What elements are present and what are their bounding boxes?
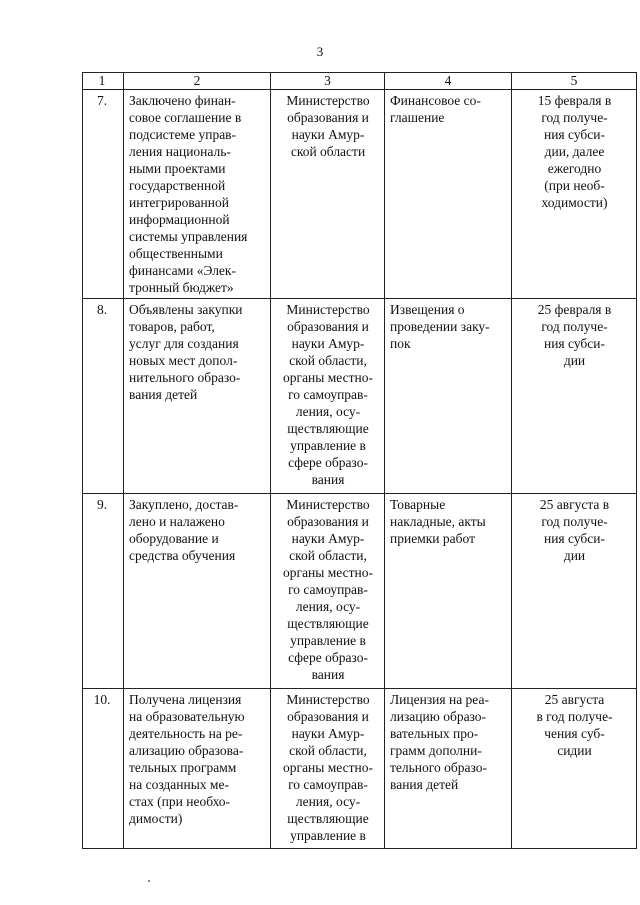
table-row [83, 494, 637, 689]
document-cell: Лицензия на реа- лизацию образо- вательных про- грамм дополни- тельного образо- вания детей [385, 689, 512, 849]
column-header: 4 [385, 73, 512, 90]
document-cell: Товарные накладные, акты приемки работ [385, 494, 512, 689]
event-cell: Заключено финан- совое соглашение в подсистеме управ- ления националь- ными проектами государственной интегрированной информационной системы управления общественными финансами «Элек- тронный бюджет» [124, 90, 271, 299]
responsible-cell: Министерство образования и науки Амур- ской области, органы местно- го самоуправ- ления, осу- ществляющие управление в сфере образо- вания [271, 494, 385, 689]
deadline-cell: 25 февраля в год получе- ния субси- дии [512, 299, 637, 494]
column-header: 1 [83, 73, 124, 90]
document-cell: Извещения о проведении заку- пок [385, 299, 512, 494]
document-cell: Финансовое со- глашение [385, 90, 512, 299]
column-header: 3 [271, 73, 385, 90]
event-cell: Закуплено, достав- лено и налажено оборудование и средства обучения [124, 494, 271, 689]
table-header-row [83, 73, 637, 90]
responsible-cell: Министерство образования и науки Амур- ской области, органы местно- го самоуправ- ления, осу- ществляющие управление в сфере образо- вания [271, 299, 385, 494]
responsible-cell: Министерство образования и науки Амур- ской области [271, 90, 385, 299]
page-number: 3 [316, 44, 324, 59]
table-row [83, 299, 637, 494]
deadline-cell: 15 февраля в год получе- ния субси- дии, далее ежегодно (при необ- ходимости) [512, 90, 637, 299]
event-cell: Объявлены закупки товаров, работ, услуг для создания новых мест допол- нительного образо- вания детей [124, 299, 271, 494]
column-header: 2 [124, 73, 271, 90]
row-number: 10. [83, 689, 124, 849]
row-number: 8. [83, 299, 124, 494]
table-row [83, 689, 637, 849]
event-cell: Получена лицензия на образовательную деятельность на ре- ализацию образова- тельных программ на созданных ме- стах (при необхо- димости) [124, 689, 271, 849]
scan-speck [148, 880, 150, 882]
responsible-cell: Министерство образования и науки Амур- ской области, органы местно- го самоуправ- ления, осу- ществляющие управление в [271, 689, 385, 849]
row-number: 7. [83, 90, 124, 299]
column-header: 5 [512, 73, 637, 90]
row-number: 9. [83, 494, 124, 689]
table-row [83, 90, 637, 299]
deadline-cell: 25 августа в год получе- чения суб- сидии [512, 689, 637, 849]
schedule-table [82, 72, 637, 849]
deadline-cell: 25 августа в год получе- ния субси- дии [512, 494, 637, 689]
